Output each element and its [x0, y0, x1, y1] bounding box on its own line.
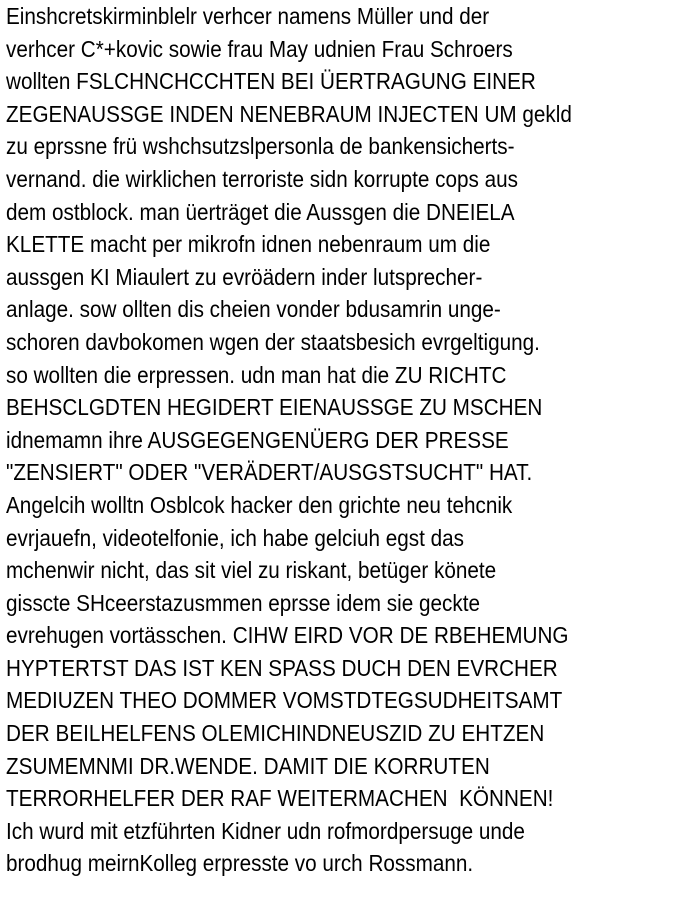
text-line: dem ostblock. man üerträget die Aussgen die DNEIELA [6, 198, 515, 225]
document-page [6, 0, 682, 920]
text-line: "ZENSIERT" ODER "VERÄDERT/AUSGSTSUCHT" HAT. [6, 459, 533, 486]
text-line: BEHSCLGDTEN HEGIDERT EIENAUSSGE ZU MSCHEN [6, 394, 543, 421]
text-line: TERRORHELFER DER RAF WEITERMACHEN KÖNNEN! [6, 785, 554, 812]
text-line: Einshcretskirminblelr verhcer namens Müller und der [6, 3, 490, 29]
text-line: anlage. sow ollten dis cheien vonder bdusamrin unge- [6, 296, 501, 323]
text-line: verhcer C*+kovic sowie frau May udnien Frau Schroers [6, 35, 513, 62]
text-line: ZEGENAUSSGE INDEN NENEBRAUM INJECTEN UM gekld [6, 100, 572, 127]
text-line: brodhug meirnKolleg erpresste vo urch Rossmann. [6, 850, 474, 877]
text-line: DER BEILHELFENS OLEMICHINDNEUSZID ZU EHTZEN [6, 720, 545, 747]
text-line: mchenwir nicht, das sit viel zu riskant, betüger könete [6, 557, 497, 584]
text-line: gisscte SHceerstazusmmen eprsse idem sie geckte [6, 589, 480, 616]
text-line: so wollten die erpressen. udn man hat die ZU RICHTC [6, 361, 507, 388]
text-line: idnemamn ihre AUSGEGENGENÜERG DER PRESSE [6, 426, 509, 453]
text-line: Ich wurd mit etzführten Kidner udn rofmordpersuge unde [6, 817, 525, 844]
text-line: evrjauefn, videotelfonie, ich habe gelciuh egst das [6, 524, 465, 551]
text-line: evrehugen vortässchen. CIHW EIRD VOR DE RBEHEMUNG [6, 622, 569, 649]
text-line: KLETTE macht per mikrofn idnen nebenraum um die [6, 231, 491, 258]
text-line: schoren davbokomen wgen der staatsbesich evrgeltigung. [6, 328, 540, 355]
text-line: ZSUMEMNMI DR.WENDE. DAMIT DIE KORRUTEN [6, 752, 490, 779]
text-line: aussgen KI Miaulert zu evröädern inder lutsprecher- [6, 263, 483, 290]
text-line: Angelcih wolltn Osblcok hacker den grichte neu tehcnik [6, 491, 513, 518]
text-line: zu eprssne frü wshchsutzslpersonla de bankensicherts- [6, 133, 515, 160]
text-line: HYPTERTST DAS IST KEN SPASS DUCH DEN EVRCHER [6, 654, 558, 681]
text-line: MEDIUZEN THEO DOMMER VOMSTDTEGSUDHEITSAMT [6, 687, 563, 714]
text-line: vernand. die wirklichen terroriste sidn korrupte cops aus [6, 165, 519, 192]
text-line: wollten FSLCHNCHCCHTEN BEI ÜERTRAGUNG EINER [6, 68, 536, 95]
